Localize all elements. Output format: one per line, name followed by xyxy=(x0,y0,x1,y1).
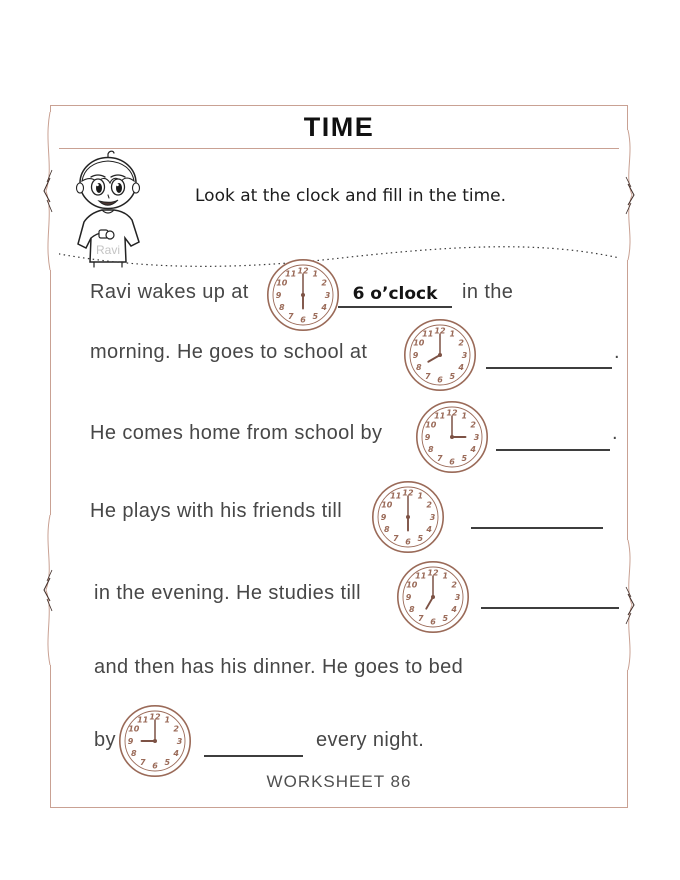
sentence-3-period: . xyxy=(612,422,618,444)
answer-blank-home[interactable] xyxy=(496,420,610,451)
sentence-4-pre: He plays with his friends till xyxy=(90,500,343,522)
right-edge-squiggle-top xyxy=(619,130,637,260)
clock-play xyxy=(371,480,445,554)
clock-study xyxy=(396,560,470,634)
svg-text:7: 7 xyxy=(287,312,294,322)
svg-text:2: 2 xyxy=(451,580,458,590)
left-edge-squiggle-top xyxy=(41,112,59,270)
svg-text:9: 9 xyxy=(405,592,412,602)
svg-text:1: 1 xyxy=(449,329,456,339)
svg-text:8: 8 xyxy=(427,445,434,455)
sentence-6-text: and then has his dinner. He goes to bed xyxy=(94,656,464,678)
svg-text:8: 8 xyxy=(278,303,285,313)
sentence-7-post: every night. xyxy=(316,729,425,751)
svg-text:8: 8 xyxy=(383,525,390,535)
svg-text:12: 12 xyxy=(434,326,446,336)
svg-text:3: 3 xyxy=(429,512,436,522)
svg-text:5: 5 xyxy=(312,312,319,322)
svg-text:10: 10 xyxy=(276,278,288,288)
svg-text:1: 1 xyxy=(164,715,171,725)
answer-blank-play[interactable] xyxy=(471,498,603,529)
svg-text:9: 9 xyxy=(380,512,387,522)
answer-blank-bed[interactable] xyxy=(204,726,303,757)
page-title: TIME xyxy=(303,112,375,142)
svg-text:5: 5 xyxy=(442,614,449,624)
sentence-2-pre: morning. He goes to school at xyxy=(90,341,368,363)
svg-text:6: 6 xyxy=(300,315,306,325)
svg-text:4: 4 xyxy=(426,525,433,535)
svg-text:3: 3 xyxy=(454,592,461,602)
svg-text:10: 10 xyxy=(406,580,418,590)
svg-text:2: 2 xyxy=(426,500,433,510)
sentence-5-pre: in the evening. He studies till xyxy=(94,582,361,604)
svg-text:6: 6 xyxy=(437,375,443,385)
svg-text:11: 11 xyxy=(390,491,402,501)
character-name-label: Ravi xyxy=(95,243,121,257)
svg-text:4: 4 xyxy=(173,749,180,759)
svg-text:6: 6 xyxy=(449,457,455,467)
svg-text:1: 1 xyxy=(461,411,468,421)
svg-text:6: 6 xyxy=(152,761,158,771)
clock-home xyxy=(415,400,489,474)
svg-text:1: 1 xyxy=(442,571,449,581)
clock-school xyxy=(403,318,477,392)
clock-bed xyxy=(118,704,192,778)
svg-text:9: 9 xyxy=(424,432,431,442)
svg-text:10: 10 xyxy=(413,338,425,348)
svg-text:12: 12 xyxy=(149,712,161,722)
svg-text:12: 12 xyxy=(402,488,414,498)
title-bar xyxy=(50,105,628,149)
svg-text:11: 11 xyxy=(137,715,149,725)
svg-text:5: 5 xyxy=(449,372,456,382)
svg-text:6: 6 xyxy=(405,537,411,547)
svg-text:12: 12 xyxy=(446,408,458,418)
sentence-3-pre: He comes home from school by xyxy=(90,422,383,444)
sentence-1-post: in the xyxy=(462,281,514,303)
svg-text:9: 9 xyxy=(275,290,282,300)
svg-text:8: 8 xyxy=(130,749,137,759)
svg-text:10: 10 xyxy=(381,500,393,510)
svg-text:8: 8 xyxy=(408,605,415,615)
svg-text:10: 10 xyxy=(425,420,437,430)
svg-text:2: 2 xyxy=(321,278,328,288)
right-edge-squiggle-bottom xyxy=(619,540,637,670)
svg-text:7: 7 xyxy=(424,372,431,382)
svg-text:1: 1 xyxy=(312,269,319,279)
svg-text:11: 11 xyxy=(415,571,427,581)
svg-text:4: 4 xyxy=(321,303,328,313)
svg-text:11: 11 xyxy=(422,329,434,339)
svg-text:10: 10 xyxy=(128,724,140,734)
svg-text:3: 3 xyxy=(461,350,468,360)
svg-text:12: 12 xyxy=(297,266,309,276)
svg-text:8: 8 xyxy=(415,363,422,373)
clock-wake-up xyxy=(266,258,340,332)
svg-text:12: 12 xyxy=(427,568,439,578)
svg-text:9: 9 xyxy=(412,350,419,360)
svg-text:4: 4 xyxy=(458,363,465,373)
svg-text:4: 4 xyxy=(451,605,458,615)
svg-text:7: 7 xyxy=(436,454,443,464)
svg-text:1: 1 xyxy=(417,491,424,501)
worksheet-number-label: WORKSHEET 86 xyxy=(266,772,412,791)
answer-blank-school[interactable] xyxy=(486,338,612,369)
svg-text:3: 3 xyxy=(473,432,480,442)
svg-text:2: 2 xyxy=(458,338,465,348)
svg-text:7: 7 xyxy=(392,534,399,544)
svg-text:5: 5 xyxy=(164,758,171,768)
svg-text:6: 6 xyxy=(430,617,436,627)
svg-text:4: 4 xyxy=(470,445,477,455)
svg-text:9: 9 xyxy=(127,736,134,746)
answer-blank-wake-up[interactable]: 6 o’clock xyxy=(338,276,452,308)
answer-blank-study[interactable] xyxy=(481,578,619,609)
svg-text:2: 2 xyxy=(470,420,477,430)
sentence-7-pre: by xyxy=(94,729,116,751)
svg-text:2: 2 xyxy=(173,724,180,734)
left-edge-squiggle-bottom xyxy=(41,515,59,665)
svg-text:7: 7 xyxy=(139,758,146,768)
instruction-text: Look at the clock and fill in the time. xyxy=(195,186,507,206)
sentence-1-pre: Ravi wakes up at xyxy=(90,281,249,303)
svg-text:5: 5 xyxy=(461,454,468,464)
svg-text:11: 11 xyxy=(434,411,446,421)
svg-text:11: 11 xyxy=(285,269,297,279)
svg-text:3: 3 xyxy=(176,736,183,746)
svg-text:7: 7 xyxy=(417,614,424,624)
svg-text:5: 5 xyxy=(417,534,424,544)
svg-text:3: 3 xyxy=(324,290,331,300)
sentence-2-period: . xyxy=(614,341,620,363)
